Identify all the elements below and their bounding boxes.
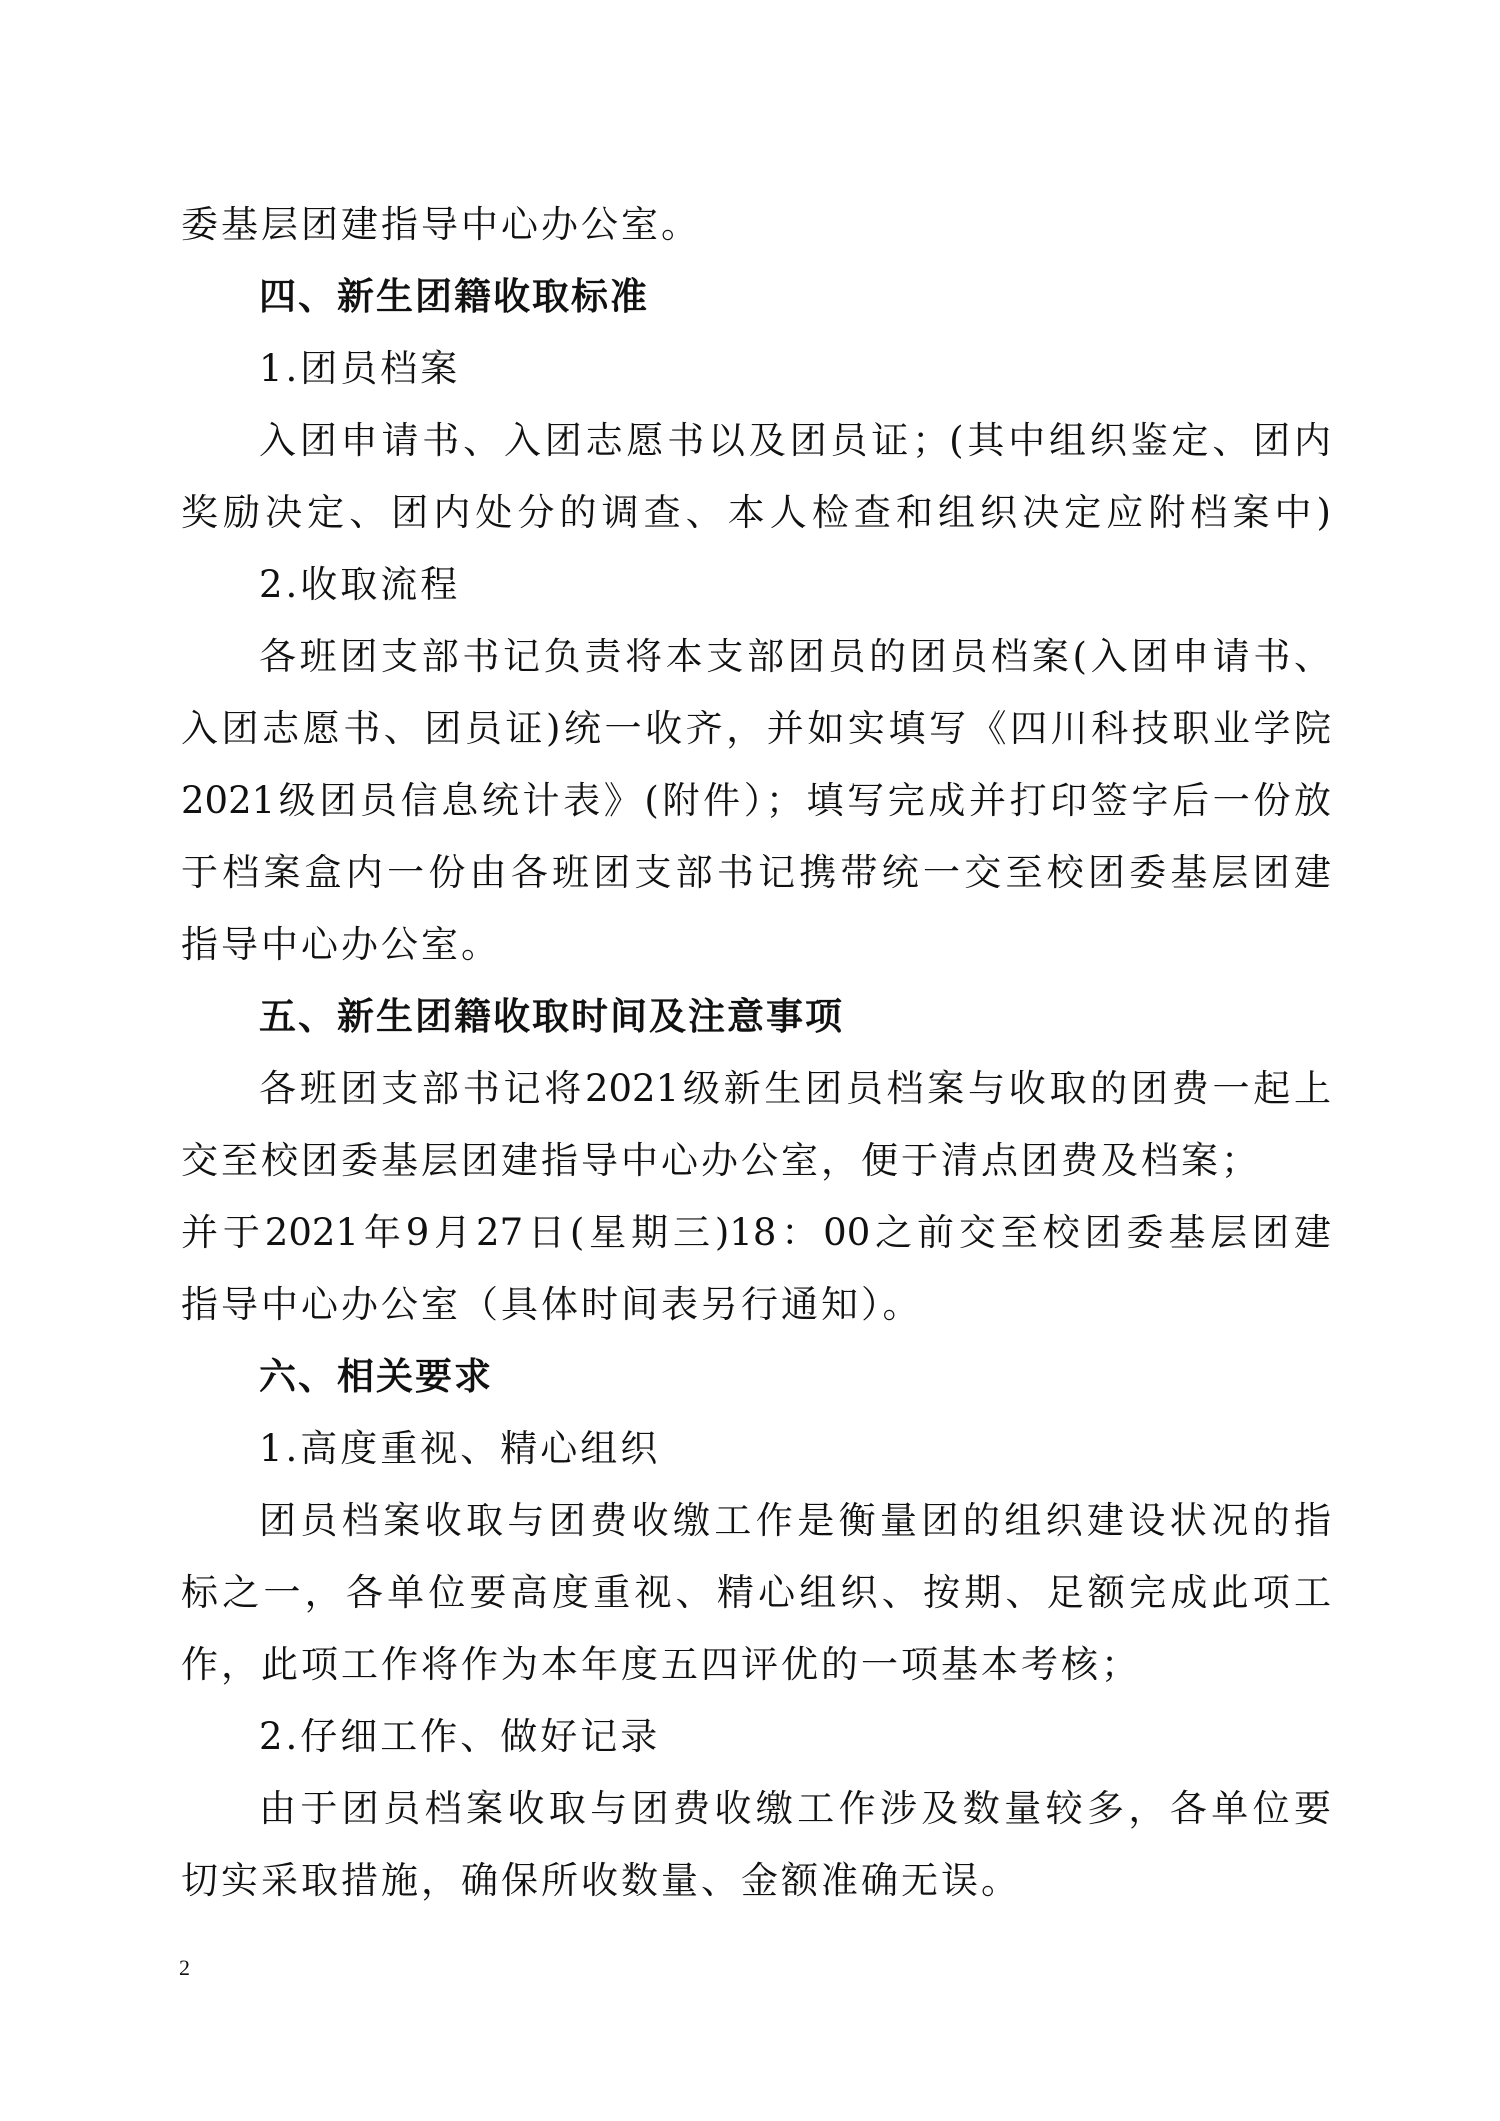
subheading-process: 2.收取流程 — [259, 563, 461, 606]
subheading-attention: 1.高度重视、精心组织 — [259, 1427, 661, 1470]
text-line: 团员档案收取与团费收缴工作是衡量团的组织建设状况的指 — [259, 1499, 1331, 1542]
page-number: 2 — [179, 1955, 190, 1980]
text-line: 交至校团委基层团建指导中心办公室，便于清点团费及档案； — [181, 1139, 1261, 1182]
section-heading-4: 四、新生团籍收取标准 — [259, 275, 649, 318]
text-line: 委基层团建指导中心办公室。 — [181, 203, 701, 246]
text-line: 各班团支部书记将2021级新生团员档案与收取的团费一起上 — [259, 1067, 1331, 1110]
text-line: 切实采取措施，确保所收数量、金额准确无误。 — [181, 1859, 1021, 1902]
text-line: 于档案盒内一份由各班团支部书记携带统一交至校团委基层团建 — [181, 851, 1331, 894]
text-line: 指导中心办公室（具体时间表另行通知）。 — [181, 1283, 923, 1326]
text-line: 指导中心办公室。 — [181, 923, 501, 966]
text-line: 标之一，各单位要高度重视、精心组织、按期、足额完成此项工 — [181, 1571, 1331, 1614]
text-line: 作，此项工作将作为本年度五四评优的一项基本考核； — [181, 1643, 1141, 1686]
text-line: 各班团支部书记负责将本支部团员的团员档案(入团申请书、 — [259, 635, 1331, 678]
subheading-records: 2.仔细工作、做好记录 — [259, 1715, 661, 1758]
section-heading-5: 五、新生团籍收取时间及注意事项 — [259, 995, 844, 1038]
text-line: 奖励决定、团内处分的调查、本人检查和组织决定应附档案中) — [181, 491, 1331, 534]
text-line: 由于团员档案收取与团费收缴工作涉及数量较多，各单位要 — [259, 1787, 1331, 1830]
text-line: 并于2021年9月27日(星期三)18：00之前交至校团委基层团建 — [181, 1211, 1331, 1254]
text-line: 入团申请书、入团志愿书以及团员证；(其中组织鉴定、团内 — [259, 419, 1331, 462]
text-line: 入团志愿书、团员证)统一收齐，并如实填写《四川科技职业学院 — [181, 707, 1331, 750]
subheading-archive: 1.团员档案 — [259, 347, 461, 390]
text-line: 2021级团员信息统计表》(附件）；填写完成并打印签字后一份放 — [181, 779, 1331, 822]
section-heading-6: 六、相关要求 — [259, 1355, 493, 1398]
